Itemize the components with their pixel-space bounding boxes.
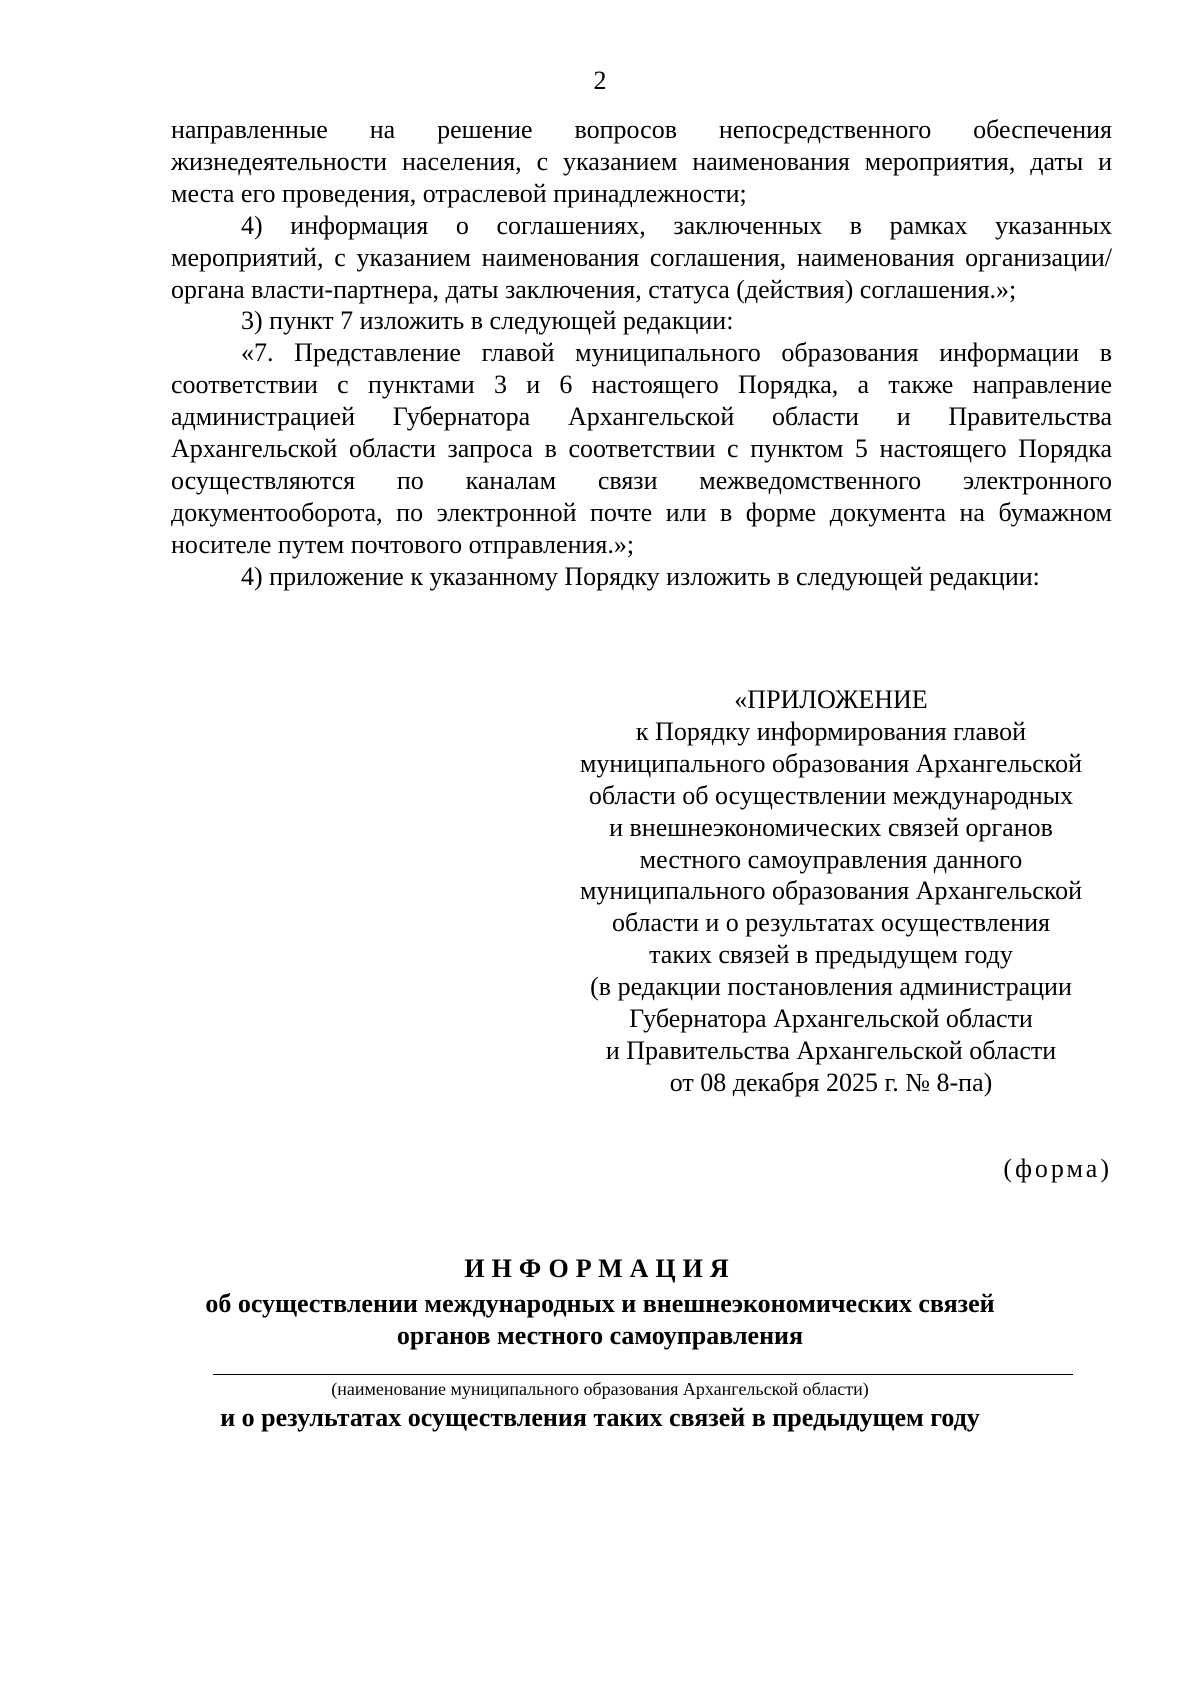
info-final-line: и о результатах осуществления таких связей в предыдущем году bbox=[220, 1403, 980, 1432]
info-title: ИНФОРМАЦИЯ bbox=[464, 1254, 736, 1283]
appendix-line: к Порядку информирования главой bbox=[635, 716, 1027, 746]
fill-in-caption: (наименование муниципального образования Архангельской области) bbox=[331, 1379, 869, 1399]
info-subtitle-line: органов местного самоуправления bbox=[396, 1321, 804, 1350]
appendix-line: области об осуществлении международных bbox=[588, 780, 1074, 810]
appendix-line: области и о результатах осуществления bbox=[611, 908, 1051, 938]
appendix-block bbox=[550, 684, 1112, 1099]
appendix-line: муниципального образования Архангельской bbox=[579, 876, 1083, 906]
info-subtitle bbox=[0, 1288, 1200, 1352]
info-subtitle-line: об осуществлении международных и внешнеэкономических связей bbox=[205, 1289, 995, 1318]
appendix-line: и внешнеэкономических связей органов bbox=[609, 812, 1053, 842]
fill-in-line bbox=[213, 1374, 1073, 1375]
appendix-line: от 08 декабря 2025 г. № 8-па) bbox=[669, 1067, 993, 1097]
paragraph-item-4-agreements: 4) информация о соглашениях, заключенных в рамках указанных мероприятий, с указанием наименования соглашения, наименования организации/органа власти-партнера, даты заключения, статуса (действия) соглашения.»; bbox=[171, 210, 1112, 304]
paragraph-point-7-text: «7. Представление главой муниципального образования информации в соответствии с пунктами 3 и 6 настоящего Порядка, а также направление администрацией Губернатора Архангельской области и Правительства Архангельской области запроса в соответствии с пунктом 5 настоящего Порядка осуществляются по каналам связи межведомственного электронного документооборота, по электронной почте или в форме документа на бумажном носителе путем почтового отправления.»; bbox=[171, 338, 1112, 559]
paragraph-continuation: направленные на решение вопросов непосредственного обеспечения жизнедеятельности населения, с указанием наименования мероприятия, даты и места его проведения, отраслевой принадлежности; bbox=[171, 115, 1112, 208]
appendix-heading: «ПРИЛОЖЕНИЕ bbox=[734, 685, 928, 714]
body-text bbox=[171, 114, 1112, 593]
page-number: 2 bbox=[593, 66, 607, 95]
appendix-line: Губернатора Архангельской области bbox=[629, 1004, 1033, 1034]
form-label: (форма) bbox=[1003, 1154, 1112, 1183]
appendix-line: и Правительства Архангельской области bbox=[605, 1035, 1057, 1065]
paragraph-item-3-point-7: 3) пункт 7 изложить в следующей редакции: bbox=[241, 306, 734, 336]
appendix-line: местного самоуправления данного bbox=[639, 844, 1023, 874]
appendix-line: таких связей в предыдущем году bbox=[649, 940, 1013, 970]
appendix-line: муниципального образования Архангельской bbox=[579, 748, 1083, 778]
paragraph-item-4-appendix: 4) приложение к указанному Порядку изложить в следующей редакции: bbox=[241, 561, 1040, 591]
appendix-line: (в редакции постановления администрации bbox=[590, 972, 1072, 1002]
